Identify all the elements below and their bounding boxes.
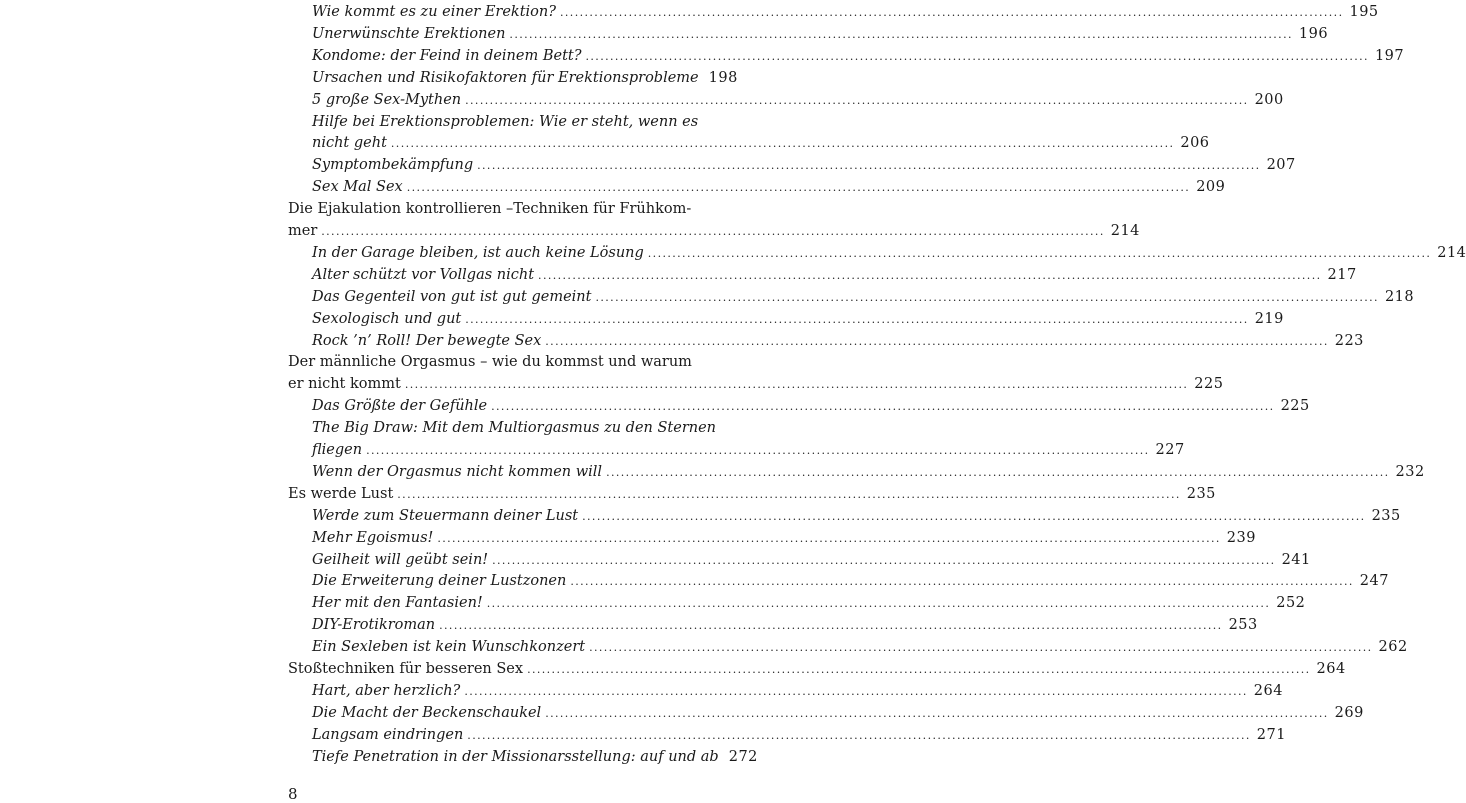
toc-entry-title: In der Garage bleiben, ist auch keine Lösung <box>312 244 644 261</box>
toc-page-number: 239 <box>1226 529 1256 546</box>
toc-subentry <box>288 23 1329 45</box>
toc-entry-title: 5 große Sex-Mythen <box>312 91 462 108</box>
toc-page-number: 225 <box>1280 398 1310 415</box>
toc-page-number: 271 <box>1256 726 1286 743</box>
leader-dots: ................................................................................................................................................................ <box>595 290 1379 304</box>
leader-dots: ................................................................................................................................................................ <box>486 597 1271 611</box>
leader-dots: ................................................................................................................................................................ <box>437 531 1221 545</box>
toc-entry-title: Die Ejakulation kontrollieren –Techniken für Frühkom- <box>288 201 692 218</box>
toc-subentry <box>288 395 1310 417</box>
toc-subentry <box>288 614 1258 636</box>
page-number: 8 <box>288 785 298 803</box>
toc-page-number: 206 <box>1180 135 1210 152</box>
toc-subentry <box>288 636 1408 658</box>
toc-page-number: 262 <box>1378 639 1408 656</box>
toc-entry-title: Es werde Lust <box>288 485 394 502</box>
toc-chapter-entry <box>288 658 1346 680</box>
toc-entry-title: Der männliche Orgasmus – wie du kommst und warum <box>288 354 692 371</box>
toc-entry-title: Sex Mal Sex <box>312 179 403 196</box>
leader-dots: ................................................................................................................................................................ <box>439 619 1223 633</box>
toc-entry-title: Kondome: der Feind in deinem Bett? <box>312 47 582 64</box>
toc-chapter-entry <box>288 373 1224 395</box>
toc-page-number: 227 <box>1155 442 1185 458</box>
toc-entry-title: Die Erweiterung deiner Lustzonen <box>312 573 567 590</box>
toc-subentry <box>288 176 1226 198</box>
toc-entry-title: Ursachen und Risikofaktoren für Erektionsprobleme <box>312 69 699 86</box>
toc-subentry <box>288 549 1311 571</box>
leader-dots: ................................................................................................................................................................ <box>585 49 1369 63</box>
toc-entry-title: Das Größte der Gefühle <box>312 398 488 415</box>
toc-page-number: 247 <box>1359 573 1389 590</box>
toc-subentry <box>288 67 738 89</box>
toc-page-number: 272 <box>728 748 758 765</box>
toc-subentry <box>288 570 1389 592</box>
toc-subentry <box>288 724 1286 746</box>
leader-dots: ................................................................................................................................................................ <box>589 641 1373 655</box>
toc-page-number: 252 <box>1276 595 1306 612</box>
toc-subentry <box>288 505 1401 527</box>
toc-subentry <box>288 527 1256 549</box>
leader-dots: ................................................................................................................................................................ <box>467 728 1251 742</box>
toc-page-number: 269 <box>1334 704 1364 721</box>
toc-entry-title: Hart, aber herzlich? <box>312 682 461 699</box>
leader-dots: ................................................................................................................................................................ <box>509 27 1293 41</box>
toc-page-number: 196 <box>1298 25 1329 42</box>
toc-subentry <box>288 1 1379 23</box>
toc-page-number: 223 <box>1334 332 1364 349</box>
toc-page-number: 214 <box>1437 244 1466 261</box>
toc-entry-title: fliegen <box>312 442 363 458</box>
toc-chapter-entry <box>288 198 714 220</box>
toc-chapter-entry <box>288 483 1216 505</box>
toc-chapter-entry <box>288 351 714 373</box>
toc-entry-title: Wie kommt es zu einer Erektion? <box>312 4 557 20</box>
toc-subentry <box>288 592 1306 614</box>
toc-entry-title: mer <box>288 223 318 239</box>
toc-subentry <box>288 308 1284 330</box>
leader-dots: ................................................................................................................................................................ <box>560 6 1344 19</box>
toc-entry-title: Alter schützt vor Vollgas nicht <box>312 266 535 283</box>
toc-entry-title: nicht geht <box>312 135 387 152</box>
leader-dots: ................................................................................................................................................................ <box>570 575 1354 589</box>
leader-dots: ................................................................................................................................................................ <box>538 268 1322 282</box>
toc-entry-title: er nicht kommt <box>288 376 401 393</box>
toc-entry-title: Sexologisch und gut <box>312 310 462 327</box>
toc-page-number: 209 <box>1196 179 1226 196</box>
toc-entry-title: Unerwünschte Erektionen <box>312 25 506 42</box>
toc-page-number: 232 <box>1395 463 1425 480</box>
leader-dots: ................................................................................................................................................................ <box>492 553 1276 567</box>
toc-page-number: 214 <box>1110 223 1140 239</box>
leader-dots: ................................................................................................................................................................ <box>491 400 1275 414</box>
toc-page-number: 197 <box>1374 47 1405 64</box>
leader-dots: ................................................................................................................................................................ <box>366 444 1150 457</box>
toc-entry-title: Werde zum Steuermann deiner Lust <box>312 507 579 524</box>
leader-dots: ................................................................................................................................................................ <box>582 509 1366 523</box>
toc-subentry <box>288 439 1185 461</box>
toc-subentry <box>288 89 1284 111</box>
toc-subentry <box>288 330 1364 352</box>
toc-subentry <box>288 111 714 133</box>
toc-entry-title: DIY-Erotikroman <box>312 617 436 634</box>
toc-page-number: 253 <box>1228 617 1258 634</box>
leader-dots: ................................................................................................................................................................ <box>606 465 1390 479</box>
leader-dots: ................................................................................................................................................................ <box>406 181 1191 195</box>
toc-entry-title: Tiefe Penetration in der Missionarsstellung: auf und ab <box>312 748 719 765</box>
leader-dots: ................................................................................................................................................................ <box>397 487 1181 501</box>
toc-subentry <box>288 264 1357 286</box>
toc-entry-title: Wenn der Orgasmus nicht kommen will <box>312 463 603 480</box>
leader-dots: ................................................................................................................................................................ <box>527 663 1311 676</box>
leader-dots: ................................................................................................................................................................ <box>545 706 1329 720</box>
toc-page-number: 264 <box>1316 661 1346 677</box>
toc-page-number: 235 <box>1371 507 1401 524</box>
toc-subentry <box>288 680 1283 702</box>
toc-subentry <box>288 417 717 439</box>
toc-entry-title: Mehr Egoismus! <box>312 529 434 546</box>
toc-entry-title: The Big Draw: Mit dem Multiorgasmus zu den Sternen <box>312 420 717 437</box>
toc-chapter-entry <box>288 220 1140 242</box>
toc-subentry <box>288 746 758 768</box>
toc-entry-title: Langsam eindringen <box>312 726 464 743</box>
leader-dots: ................................................................................................................................................................ <box>321 225 1105 238</box>
leader-dots: ................................................................................................................................................................ <box>647 246 1432 260</box>
toc-entry-title: Stoßtechniken für besseren Sex <box>288 661 524 677</box>
toc-subentry <box>288 461 1425 483</box>
toc-page-number: 198 <box>708 69 738 86</box>
toc-subentry <box>288 286 1415 308</box>
toc-page-number: 264 <box>1253 682 1283 699</box>
toc-page-number: 200 <box>1254 91 1284 108</box>
toc-page-number: 218 <box>1384 288 1415 305</box>
leader-dots: ................................................................................................................................................................ <box>545 334 1329 348</box>
toc-entry-title: Geilheit will geübt sein! <box>312 551 489 568</box>
toc-page-number: 217 <box>1327 266 1357 283</box>
leader-dots: ................................................................................................................................................................ <box>465 93 1249 107</box>
toc-subentry <box>288 702 1364 724</box>
leader-dots: ................................................................................................................................................................ <box>390 137 1175 151</box>
toc-entry-title: Das Gegenteil von gut ist gut gemeint <box>312 288 592 305</box>
toc-page-number: 241 <box>1281 551 1311 568</box>
leader-dots: ................................................................................................................................................................ <box>477 159 1261 173</box>
toc-entry-title: Her mit den Fantasien! <box>312 595 483 612</box>
toc-page-number: 195 <box>1349 4 1379 20</box>
toc-page-number: 225 <box>1194 376 1224 393</box>
toc-subentry <box>288 45 1405 67</box>
leader-dots: ................................................................................................................................................................ <box>465 312 1249 326</box>
leader-dots: ................................................................................................................................................................ <box>464 684 1248 698</box>
toc-entry-title: Symptombekämpfung <box>312 157 474 174</box>
toc-entry-title: Hilfe bei Erektionsproblemen: Wie er steht, wenn es <box>312 113 699 130</box>
toc-subentry <box>288 132 1210 154</box>
toc-page-number: 207 <box>1266 157 1296 174</box>
leader-dots: ................................................................................................................................................................ <box>404 378 1189 392</box>
toc-page-number: 219 <box>1254 310 1284 327</box>
toc-entry-title: Rock ’n’ Roll! Der bewegte Sex <box>312 332 542 349</box>
toc-subentry <box>288 242 1466 264</box>
toc-entry-title: Ein Sexleben ist kein Wunschkonzert <box>312 639 586 656</box>
toc-entry-title: Die Macht der Beckenschaukel <box>312 704 542 721</box>
toc-page-number: 235 <box>1186 485 1216 502</box>
toc-subentry <box>288 154 1296 176</box>
